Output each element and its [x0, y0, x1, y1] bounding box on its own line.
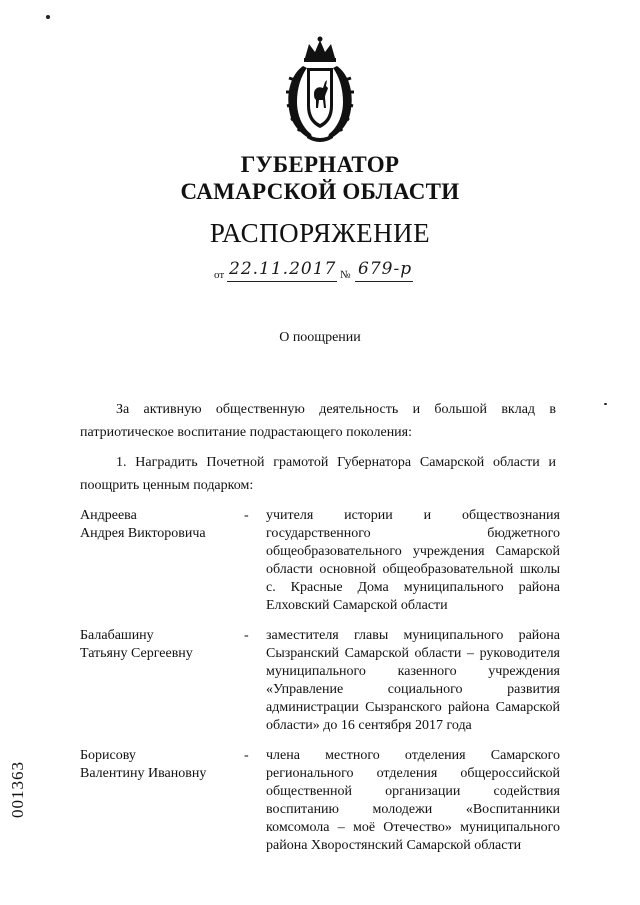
document-type-title: РАСПОРЯЖЕНИЕ [209, 218, 431, 248]
date-underline [227, 281, 337, 282]
handwritten-date: 22.11.2017 [229, 259, 337, 279]
number-label: № [340, 269, 351, 281]
scan-speck [604, 403, 607, 405]
awardee-name [80, 627, 240, 663]
awardee-description: учителя истории и обществознания государственного бюджетного общеобразовательного учреждения Самарской области основной общеобразовательной школы с. Красные Дома муниципального района Елховский Самарской области [266, 508, 560, 613]
authority-title-line1: ГУБЕРНАТОР [240, 152, 400, 177]
awardee-given-names: Валентину Ивановну [80, 766, 207, 781]
awardee-dash: - [244, 748, 249, 763]
awardee-given-names: Андрея Викторовича [80, 526, 206, 541]
point-1-paragraph: 1. Наградить Почетной грамотой Губернатора Самарской области и поощрить ценным подарком: [80, 455, 556, 493]
number-underline [355, 281, 413, 282]
awardee-surname: Андреева [80, 508, 137, 523]
scan-speck [46, 15, 50, 19]
handwritten-number: 679-р [358, 259, 413, 279]
preamble-paragraph: За активную общественную деятельность и большой вклад в патриотическое воспитание подрастающего поколения: [80, 402, 556, 440]
subject-line: О поощрении [279, 330, 361, 345]
coat-of-arms-icon [283, 36, 357, 144]
awardee-description: члена местного отделения Самарского регионального отделения общероссийской общественной организации содействия воспитанию молодежи «Воспитанники комсомола – моё Отечество» муниципального района Хворостянский Самарской области [266, 748, 560, 853]
awardee-surname: Борисову [80, 748, 136, 763]
awardee-name [80, 747, 240, 783]
date-from-label: от [214, 269, 225, 281]
awardee-name [80, 507, 240, 543]
awardee-dash: - [244, 628, 249, 643]
margin-serial-number: 001363 [8, 761, 27, 818]
authority-title-line2: САМАРСКОЙ ОБЛАСТИ [180, 179, 460, 204]
awardee-surname: Балабашину [80, 628, 154, 643]
awardee-description: заместителя главы муниципального района Сызранский Самарской области – руководителя муниципального казенного учреждения «Управление социального развития администрации Сызранского района Самарской области» до 16 сентября 2017 года [266, 628, 560, 733]
awardee-given-names: Татьяну Сергеевну [80, 646, 193, 661]
awardee-dash: - [244, 508, 249, 523]
